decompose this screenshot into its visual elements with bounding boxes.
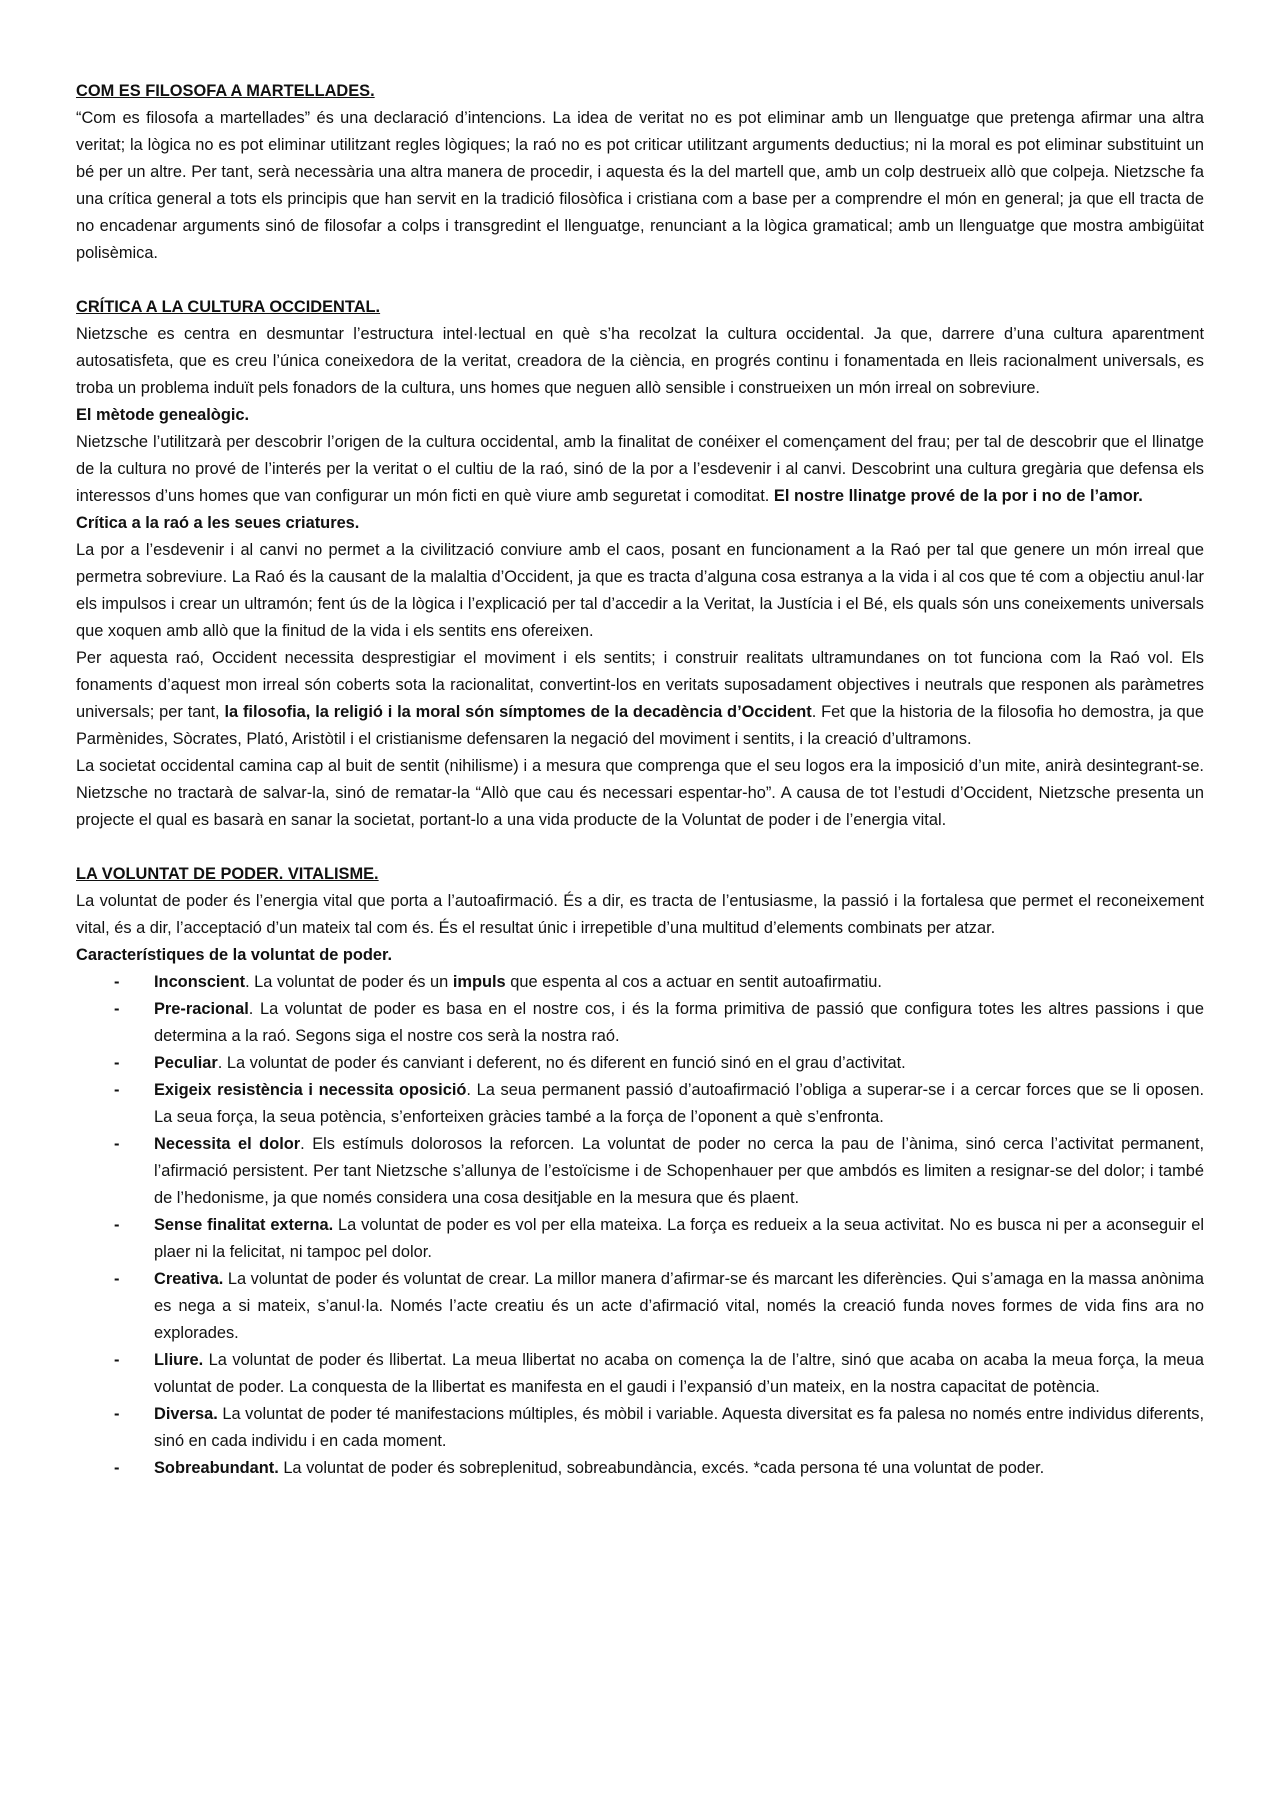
bold-statement: la filosofia, la religió i la moral són símptomes de la decadència d’Occident [224,703,812,721]
list-item [76,969,1204,996]
paragraph-voluntat-intro: La voluntat de poder és l’energia vital que porta a l’autoafirmació. És a dir, es tracta de l’entusiasme, la passió i la fortalesa que permet el reconeixement vital, és a dir, l’acceptació d’un mateix tal com és. És el resultat únic i irrepetible d’una multitud d’elements combinats per atzar. [76,892,1204,937]
bold-statement: El nostre llinatge prové de la por i no de l’amor. [773,487,1143,505]
list-item [76,996,1204,1050]
item-text: La voluntat de poder és llibertat. La meua llibertat no acaba on comença la de l’altre, sinó que acaba on acaba la meua força, la meua voluntat de poder. La conquesta de la llibertat es manifesta en el gaudi i l’expansió d’un mateix, en la nostra capacitat de potència. [154,1351,1204,1396]
item-term: Peculiar [154,1054,218,1072]
subheading-critica-rao: Crítica a la raó a les seues criatures. [76,514,360,532]
bullet-dash: - [114,973,120,991]
section-heading-critica-cultura: CRÍTICA A LA CULTURA OCCIDENTAL. [76,298,381,316]
paragraph-text: Nietzsche l’utilitzarà per descobrir l’origen de la cultura occidental, amb la finalitat de conéixer el començament del frau; per tal de descobrir que el llinatge de la cultura no prové de l’interés per la veritat o el cultiu de la raó, sinó de la por a l’esdevenir i al canvi. Descobrint una cultura gregària que defensa els interessos d’uns homes que van configurar un món ficti en què viure amb seguretat i comoditat. [76,433,1204,505]
bullet-dash: - [114,1054,120,1072]
bullet-dash: - [114,1459,120,1477]
item-term: Exigeix resistència i necessita oposició [154,1081,467,1099]
characteristics-list [76,969,1204,1482]
bullet-dash: - [114,1081,120,1099]
bullet-dash: - [114,1000,120,1018]
spacer [76,834,1204,861]
list-item [76,1050,1204,1077]
item-term: Pre-racional [154,1000,249,1018]
item-text: La voluntat de poder té manifestacions múltiples, és mòbil i variable. Aquesta diversitat es fa palesa no només entre individus diferents, sinó en cada individu i en cada moment. [154,1405,1204,1450]
paragraph-metode-genealogic [76,429,1204,510]
paragraph-nihilisme: La societat occidental camina cap al buit de sentit (nihilisme) i a mesura que comprenga que el seu logos era la imposició d’un mite, anirà desintegrant-se. Nietzsche no tractarà de salvar-la, sinó de rematar-la “Allò que cau és necessari espentar-ho”. A causa de tot l’estudi d’Occident, Nietzsche presenta un projecte el qual es basarà en sanar la societat, portant-lo a una vida producte de la Voluntat de poder i de l’energia vital. [76,757,1204,829]
item-text: La voluntat de poder és sobreplenitud, sobreabundància, excés. *cada persona té una voluntat de poder. [278,1459,1045,1477]
paragraph-critica-rao: La por a l’esdevenir i al canvi no permet a la civilització conviure amb el caos, posant en funcionament a la Raó per tal que genere un món irreal que permetra sobreviure. La Raó és la causant de la malaltia d’Occident, ja que es tracta d’alguna cosa estranya a la vida i al cos que té com a objectiu anul·lar els impulsos i crear un ultramón; fent ús de la lògica i l’explicació per tal d’accedir a la Veritat, la Justícia i el Bé, els quals són uns coneixements universals que xoquen amb allò que la finitud de la vida i els sentits ens ofereixen. [76,541,1204,640]
list-item [76,1455,1204,1482]
bullet-dash: - [114,1216,120,1234]
subheading-metode-genealogic: El mètode genealògic. [76,406,250,424]
paragraph-martellades: “Com es filosofa a martellades” és una declaració d’intencions. La idea de veritat no es pot eliminar amb un llenguatge que pretenga afirmar una altra veritat; la lògica no es pot eliminar utilitzant regles lògiques; la raó no es pot criticar utilitzant arguments deductius; ni la moral es pot eliminar substituint un bé per un altre. Per tant, serà necessària una altra manera de procedir, i aquesta és la del martell que, amb un colp destrueix allò que colpeja. Nietzsche fa una crítica general a tots els principis que han servit en la tradició filosòfica i cristiana com a base per a comprendre el món en general; ja que ell tracta de no encadenar arguments sinó de filosofar a colps i transgredint el llenguatge, renunciant a la lògica gramatical; amb un llenguatge que mostra ambigüitat polisèmica. [76,109,1204,262]
bullet-dash: - [114,1135,120,1153]
list-item [76,1347,1204,1401]
item-text: . La voluntat de poder és canviant i deferent, no és diferent en funció sinó en el grau d’activitat. [217,1054,906,1072]
item-text: La voluntat de poder es vol per ella mateixa. La força es redueix a la seua activitat. No es busca ni per a aconseguir el plaer ni la felicitat, ni tampoc pel dolor. [154,1216,1204,1261]
subheading-caracteristiques: Característiques de la voluntat de poder. [76,946,393,964]
spacer [76,267,1204,294]
bullet-dash: - [114,1405,120,1423]
item-term: Inconscient [154,973,246,991]
list-item [76,1401,1204,1455]
paragraph-text: . Fet que la historia de la filosofia ho demostra, ja que Parmènides, Sòcrates, Plató, Aristòtil i el cristianisme defensaren la negació del moviment i sentits, i la creació d’ultramons. [76,703,1204,748]
paragraph-occident [76,645,1204,753]
item-text: . La voluntat de poder es basa en el nostre cos, i és la forma primitiva de passió que configura totes les altres passions i que determina a la raó. Segons siga el nostre cos serà la nostra raó. [154,1000,1204,1045]
list-item [76,1212,1204,1266]
item-term: Lliure. [154,1351,204,1369]
paragraph-critica-intro: Nietzsche es centra en desmuntar l’estructura intel·lectual en què s’ha recolzat la cultura occidental. Ja que, darrere d’una cultura aparentment autosatisfeta, que es creu l’única coneixedora de la veritat, creadora de la ciència, en progrés continu i fonamentada en lleis racionalment universals, es troba un problema induït pels fonadors de la cultura, uns homes que neguen allò sensible i construeixen un món irreal on sobreviure. [76,325,1204,397]
item-text: . La voluntat de poder és un [245,973,453,991]
item-text: que espenta al cos a actuar en sentit autoafirmatiu. [505,973,882,991]
paragraph-text: Per aquesta raó, Occident necessita desprestigiar el moviment i els sentits; i construir realitats ultramundanes on tot funciona com la Raó vol. Els fonaments d’aquest mon irreal són coberts sota la racionalitat, convertint-los en veritats suposadament objectives i neutrals que responen als paràmetres universals; per tant, [76,649,1204,721]
list-item [76,1131,1204,1212]
section-heading-martellades: COM ES FILOSOFA A MARTELLADES. [76,82,375,100]
item-text: . La seua permanent passió d’autoafirmació l’obliga a superar-se i a cercar forces que se li oposen. La seua força, la seua potència, s’enforteixen gràcies també a la força de l’oponent a què s’enfronta. [154,1081,1204,1126]
bullet-dash: - [114,1270,120,1288]
list-item [76,1266,1204,1347]
item-term: Creativa. [154,1270,224,1288]
item-term: Sobreabundant. [154,1459,279,1477]
item-emphasis: impuls [452,973,506,991]
item-term: Diversa. [154,1405,218,1423]
list-item [76,1077,1204,1131]
item-term: Necessita el dolor [154,1135,301,1153]
section-heading-voluntat-poder: LA VOLUNTAT DE PODER. VITALISME. [76,865,379,883]
item-term: Sense finalitat externa. [154,1216,334,1234]
item-text: La voluntat de poder és voluntat de crear. La millor manera d’afirmar-se és marcant les diferències. Qui s’amaga en la massa anònima es nega a si mateix, s’anul·la. Només l’acte creatiu és un acte d’afirmació vital, només la creació funda noves formes de vida fins ara no explorades. [154,1270,1204,1342]
item-text: . Els estímuls dolorosos la reforcen. La voluntat de poder no cerca la pau de l’ànima, sinó cerca l’activitat permanent, l’afirmació persistent. Per tant Nietzsche s’allunya de l’estoïcisme i de Schopenhauer per que ambdós es limiten a resignar-se del dolor; i també de l’hedonisme, ja que només considera una cosa desitjable en la mesura que és plaent. [154,1135,1204,1207]
bullet-dash: - [114,1351,120,1369]
